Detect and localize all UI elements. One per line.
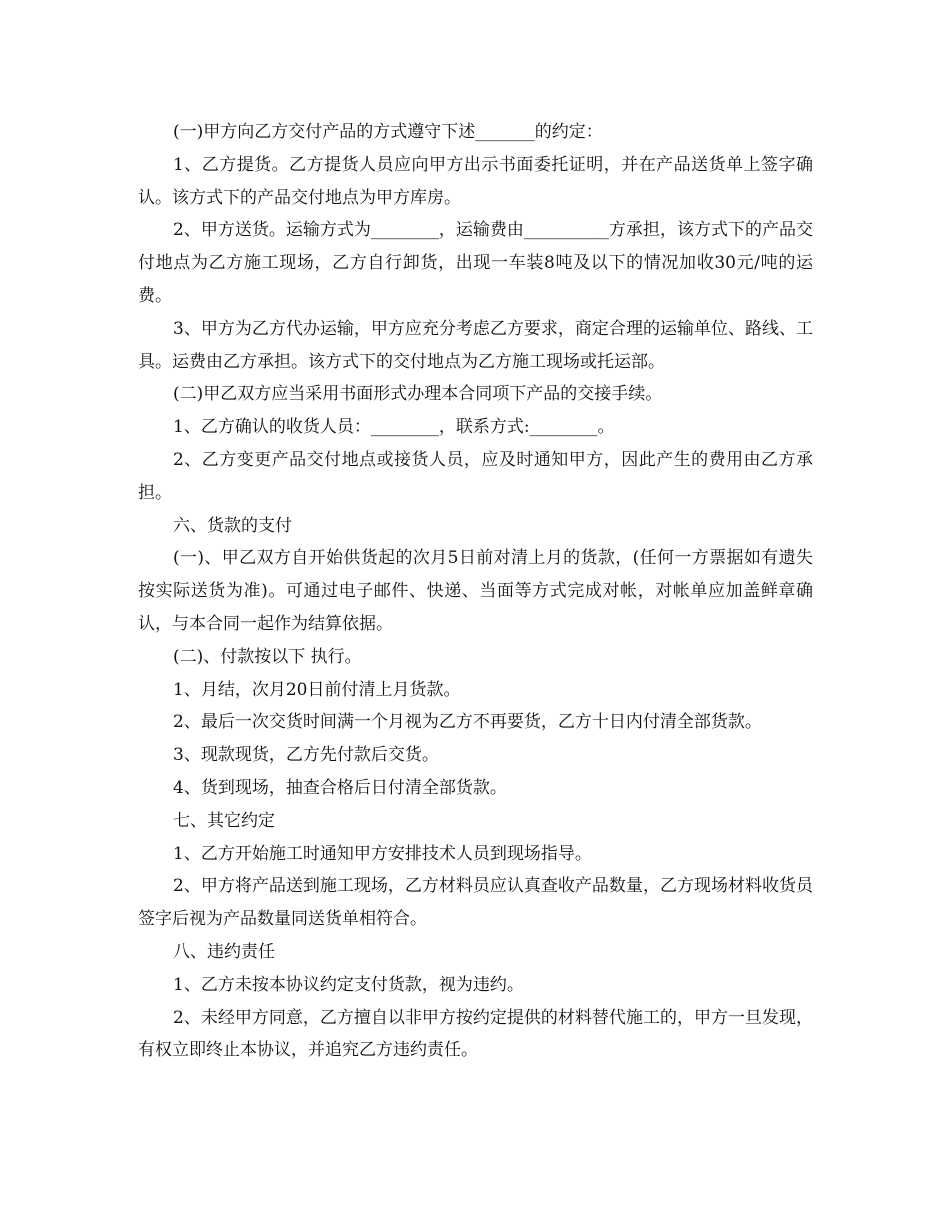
document-body [138, 116, 813, 1067]
paragraph-clause-agent-shipping: 3、甲方为乙方代办运输，甲方应充分考虑乙方要求，商定合理的运输单位、路线、工具。运费由乙方承担。该方式下的交付地点为乙方施工现场或托运部。 [138, 318, 813, 372]
paragraph-quantity-check: 2、甲方将产品送到施工现场，乙方材料员应认真查收产品数量，乙方现场材料收货员签字后视为产品数量同送货单相符合。 [138, 876, 813, 930]
paragraph-breach-substitution: 2、未经甲方同意，乙方擅自以非甲方按约定提供的材料替代施工的，甲方一旦发现，有权立即终止本协议，并追究乙方违约责任。 [138, 1007, 813, 1061]
paragraph-receiver-contact: 1、乙方确认的收货人员：________，联系方式:________。 [173, 417, 615, 438]
paragraph-clause-seller-delivery: 2、甲方送货。运输方式为________，运输费由__________方承担，该方式下的产品交付地点为乙方施工现场，乙方自行卸货，出现一车装8吨及以下的情况加收30元/吨的运费。 [138, 220, 813, 306]
paragraph-breach-payment: 1、乙方未按本协议约定支付货款，视为违约。 [173, 974, 524, 995]
paragraph-payment-terms-intro: (二)、付款按以下 执行。 [173, 646, 362, 667]
paragraph-technical-guidance: 1、乙方开始施工时通知甲方安排技术人员到现场指导。 [173, 843, 592, 864]
paragraph-payment-last-delivery: 2、最后一次交货时间满一个月视为乙方不再要货，乙方十日内付清全部货款。 [173, 712, 762, 733]
paragraph-handover-procedure: (二)甲乙双方应当采用书面形式办理本合同项下产品的交接手续。 [173, 384, 663, 405]
section-heading-other-terms: 七、其它约定 [173, 810, 275, 831]
paragraph-reconciliation: (一)、甲乙双方自开始供货起的次月5日前对清上月的货款，(任何一方票据如有遗失按实际送货为准)。可通过电子邮件、快递、当面等方式完成对帐，对帐单应加盖鲜章确认，与本合同一起作为结算依据。 [138, 548, 813, 634]
section-heading-breach: 八、违约责任 [173, 941, 275, 962]
paragraph-payment-monthly: 1、月结，次月20日前付清上月货款。 [173, 679, 461, 700]
paragraph-change-notice: 2、乙方变更产品交付地点或接货人员，应及时通知甲方，因此产生的费用由乙方承担。 [138, 449, 813, 503]
paragraph-clause-pickup: 1、乙方提货。乙方提货人员应向甲方出示书面委托证明，并在产品送货单上签字确认。该方式下的产品交付地点为甲方库房。 [138, 154, 813, 208]
paragraph-payment-cash: 3、现款现货，乙方先付款后交货。 [173, 745, 439, 766]
paragraph-delivery-method-intro: (一)甲方向乙方交付产品的方式遵守下述_______的约定： [173, 122, 603, 142]
section-heading-payment: 六、货款的支付 [173, 515, 292, 536]
paragraph-payment-on-arrival: 4、货到现场，抽查合格后日付清全部货款。 [173, 777, 507, 798]
